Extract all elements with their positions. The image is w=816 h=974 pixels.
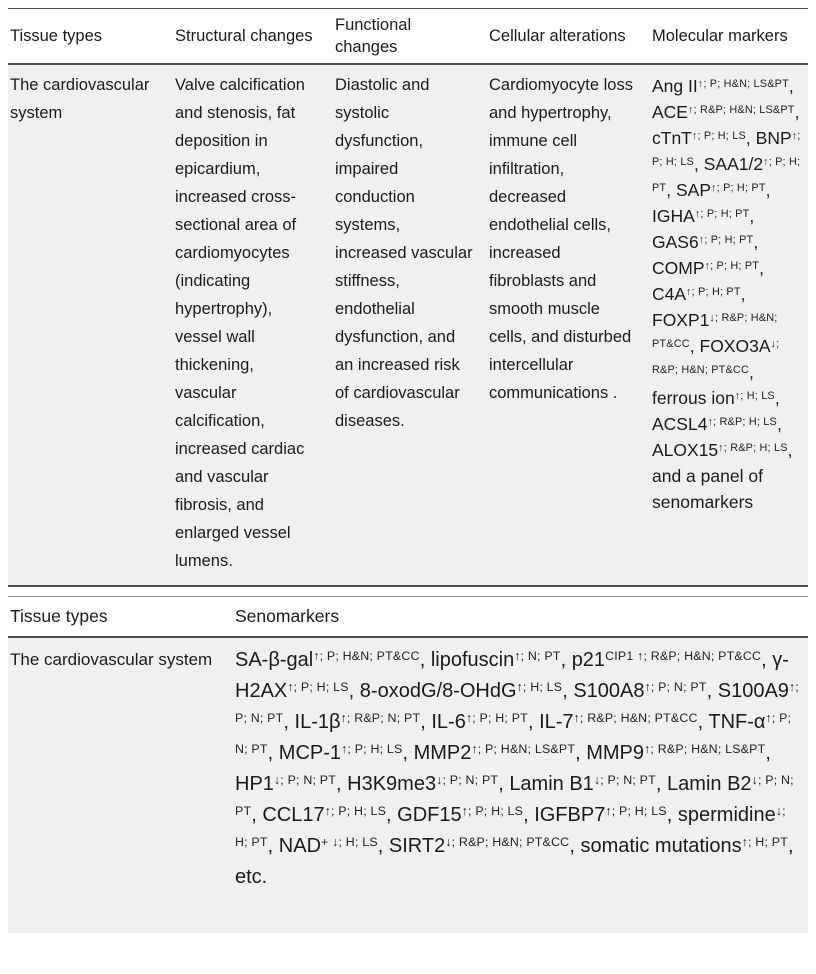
marker-annotation: ↑; H; LS	[516, 679, 563, 694]
marker-name: Lamin B1	[509, 772, 594, 795]
marker-annotation: ↑; P; H; PT	[704, 259, 760, 272]
marker-annotation: CIP1 ↑; R&P; H&N; PT&CC	[605, 648, 762, 663]
marker-annotation: ↑; R&P; N; PT	[340, 710, 421, 725]
marker-annotation: ↓; R&P; H&N; PT&CC	[445, 834, 570, 849]
marker-annotation: ↑; P; H&N; LS&PT	[471, 741, 576, 756]
marker-name: MMP9	[586, 741, 645, 764]
marker-name: S100A9	[717, 679, 789, 702]
marker-annotation: ↓; P; N; PT	[235, 772, 794, 818]
marker-annotation: ↑; P; H; LS	[691, 129, 746, 142]
marker-name: SA-β-gal	[235, 648, 314, 671]
marker-annotation: ↑; P; H; LS	[287, 679, 349, 694]
col-header-structural-changes: Structural changes	[173, 9, 333, 65]
marker-name: TNF-α	[708, 710, 766, 733]
marker-annotation: ↑; P; H; PT	[698, 233, 754, 246]
marker-name: ACSL4	[652, 414, 708, 434]
marker-name: NAD	[278, 834, 322, 857]
marker-name: S100A8	[573, 679, 645, 702]
aging-changes-table-body	[8, 64, 808, 586]
marker-annotation: ↑; P; H; PT	[686, 285, 741, 298]
marker-name: γ-H2AX	[235, 648, 789, 702]
marker-annotation: ↑; P; H; PT	[711, 181, 766, 194]
marker-annotation: ↑; P; N; PT	[235, 710, 792, 756]
marker-annotation: ↓; P; N; PT	[273, 772, 337, 787]
marker-annotation: ↓; R&P; H&N; PT&CC	[652, 337, 780, 376]
col-header-tissue-types: Tissue types	[8, 597, 233, 637]
senomarkers-table-body	[8, 637, 808, 933]
col-header-molecular-markers: Molecular markers	[650, 9, 808, 65]
marker-annotation: ↑; R&P; H; LS	[707, 415, 777, 428]
marker-annotation: ↑; H; LS	[734, 389, 775, 402]
marker-name: COMP	[652, 258, 705, 278]
marker-name: IL-1β	[294, 710, 341, 733]
marker-name: cTnT	[652, 128, 692, 148]
cell-molecular-markers: Ang $II^{↑; P; H\&N; LS\&PT}$, $ACE^{↑; R\&P; H\&N; LS\&PT}$, cTnT$^{↑; P; H; LS}$, $BNP^{↑; P; H; LS}$, $SAA1/2^{↑; P; H; PT}$, $SAP^{↑; P; H; PT}$, $IGHA^{↑; P; H; PT}$, $GAS6^{↑; P; H; PT}$, $COMP^{↑; P; H; PT}$, $C4A^{↑; P; H; PT}$, $FOXP1^{↓; R\&P; H\&N; PT\&CC}$, $FOXO3A^{↓; R\&P; H\&N; PT\&CC}$, ferrous ion$^{↑; H; LS}$, $ACSL4^{↑; R\&P; H; LS}$, $ALOX15^{↑; R\&P; H; LS}$, and a panel of senomarkers	[650, 64, 808, 586]
marker-name: SAP	[676, 180, 712, 200]
marker-annotation: ↑; P; H; LS	[324, 803, 387, 818]
marker-annotation: ↑; P; H; LS	[605, 803, 667, 818]
marker-annotation: ↓; R&P; H&N; PT&CC	[652, 311, 778, 350]
marker-name: ACE	[652, 102, 688, 122]
table-row-cardiovascular	[8, 637, 808, 933]
marker-annotation: ↓; H; PT	[235, 803, 786, 849]
marker-annotation: ↑; P; H&N; LS&PT	[697, 77, 789, 90]
marker-annotation: ↑; P; H; LS	[652, 129, 801, 168]
marker-name: IGHA	[652, 206, 695, 226]
marker-name: p21	[571, 648, 606, 671]
marker-annotation: ↑; R&P; H&N; PT&CC	[573, 710, 698, 725]
marker-name: ferrous ion	[652, 388, 735, 408]
marker-annotation: ↑; P; H; LS	[341, 741, 403, 756]
marker-name: ALOX15	[652, 440, 719, 460]
marker-annotation: ↓; P; N; PT	[436, 772, 499, 787]
marker-annotation: ↑; R&P; H; LS	[718, 441, 788, 454]
marker-annotation: ↑; P; N; PT	[644, 679, 707, 694]
marker-annotation: ↑; R&P; H&N; LS&PT	[687, 103, 795, 116]
marker-name: SIRT2	[388, 834, 446, 857]
cell-structural-changes: Valve calcification and stenosis, fat deposition in epicardium, increased cross-sectional area of cardiomyocytes (indicating hypertrophy), vessel wall thickening, vascular calcification, increased cardiac and vascular fibrosis, and enlarged vessel lumens.	[173, 64, 333, 586]
senomarkers-table	[8, 596, 808, 933]
table-header-row	[8, 597, 808, 637]
table-row-cardiovascular	[8, 64, 808, 586]
marker-name: SAA1/2	[703, 154, 764, 174]
marker-name: H3K9me3	[347, 772, 437, 795]
col-header-tissue-types: Tissue types	[8, 9, 173, 65]
marker-name: FOXP1	[652, 310, 710, 330]
marker-name: GDF15	[397, 803, 462, 826]
marker-annotation: ↑; P; H; PT	[694, 207, 750, 220]
marker-annotation: ↑; P; H&N; PT&CC	[313, 648, 420, 663]
cell-cellular-alterations: Cardiomyocyte loss and hypertrophy, immune cell infiltration, decreased endothelial cells, increased fibroblasts and smooth muscle cells, and disturbed intercellular communications .	[487, 64, 650, 586]
marker-name: FOXO3A	[699, 336, 771, 356]
marker-name: CCL17	[262, 803, 325, 826]
marker-annotation: ↑; P; H; LS	[461, 803, 524, 818]
aging-changes-table-header	[8, 9, 808, 65]
cell-tissue-type: The cardiovascular system	[8, 64, 173, 586]
marker-name: MMP2	[413, 741, 472, 764]
marker-annotation: ↑; N; PT	[514, 648, 561, 663]
marker-name: Lamin B2	[667, 772, 752, 795]
marker-name: BNP	[755, 128, 792, 148]
marker-name: GAS6	[652, 232, 699, 252]
marker-name: somatic mutations	[580, 834, 742, 857]
marker-annotation: + ↓; H; LS	[321, 834, 378, 849]
cell-tissue-type: The cardiovascular system	[8, 637, 233, 933]
marker-name: Ang II	[652, 76, 698, 96]
marker-annotation: ↓; P; N; PT	[593, 772, 656, 787]
marker-name: IL-6	[431, 710, 466, 733]
marker-name: IGFBP7	[534, 803, 606, 826]
marker-name: MCP-1	[278, 741, 342, 764]
cell-senomarkers: SA-β-gal$^{↑; P; H\&N; PT\&CC}$, lipofuscin$^{↑; N; PT}$, $p21^{CIP1 ↑; R\&P; H\&N; PT\&CC}$, $\gamma-H2AX^{↑; P; H; LS}$, 8-oxodG/8-OHdG$^{↑; H; LS}$, $S100A8^{↑; P; N; PT}$, $S100A9^{↑; P; N; PT}$, $IL-1\beta^{↑; R\&P; N; PT}$, $IL-6^{↑; P; H; PT}$, $IL-7^{↑; R\&P; H\&N; PT\&CC}$, TNF-$\alpha^{↑; P; N; PT}$, MCP-$1^{↑; P; H; LS}$, $MMP2^{↑; P; H\&N; LS\&PT}$, $MMP9^{↑; R\&P; H\&N; LS\&PT}$, $HP1^{↓; P; N; PT}$, $H3K9me3^{↓; P; N; PT}$, Lamin $B1^{↓; P; N; PT}$, Lamin $B2^{↓; P; N; PT}$, $CCL17^{↑; P; H; LS}$, $GDF15^{↑; P; H; LS}$, $IGFBP7^{↑; P; H; LS}$, spermidine$^{↓; H; PT}$, $NAD^{+ ↓; H; LS}$, $SIRT2^{↓; R\&P; H\&N; PT\&CC}$, somatic mutations$^{↑; H; PT}$, etc.	[233, 637, 808, 933]
marker-name: HP1	[235, 772, 274, 795]
table-header-row	[8, 9, 808, 65]
marker-annotation: ↑; P; H; PT	[465, 710, 528, 725]
aging-changes-table	[8, 8, 808, 587]
marker-name: 8-oxodG/8-OHdG	[359, 679, 517, 702]
marker-name: lipofuscin	[430, 648, 515, 671]
marker-name: C4A	[652, 284, 687, 304]
marker-annotation: ↑; P; H; PT	[652, 155, 801, 194]
senomarkers-table-header	[8, 597, 808, 637]
col-header-functional-changes: Functional changes	[333, 9, 487, 65]
marker-annotation: ↑; P; N; PT	[235, 679, 799, 725]
marker-annotation: ↑; H; PT	[741, 834, 788, 849]
col-header-senomarkers: Senomarkers	[233, 597, 808, 637]
cell-functional-changes: Diastolic and systolic dysfunction, impaired conduction systems, increased vascular stiffness, endothelial dysfunction, and an increased risk of cardiovascular diseases.	[333, 64, 487, 586]
col-header-cellular-alterations: Cellular alterations	[487, 9, 650, 65]
marker-annotation: ↑; R&P; H&N; LS&PT	[644, 741, 766, 756]
marker-name: spermidine	[677, 803, 776, 826]
marker-name: IL-7	[539, 710, 574, 733]
